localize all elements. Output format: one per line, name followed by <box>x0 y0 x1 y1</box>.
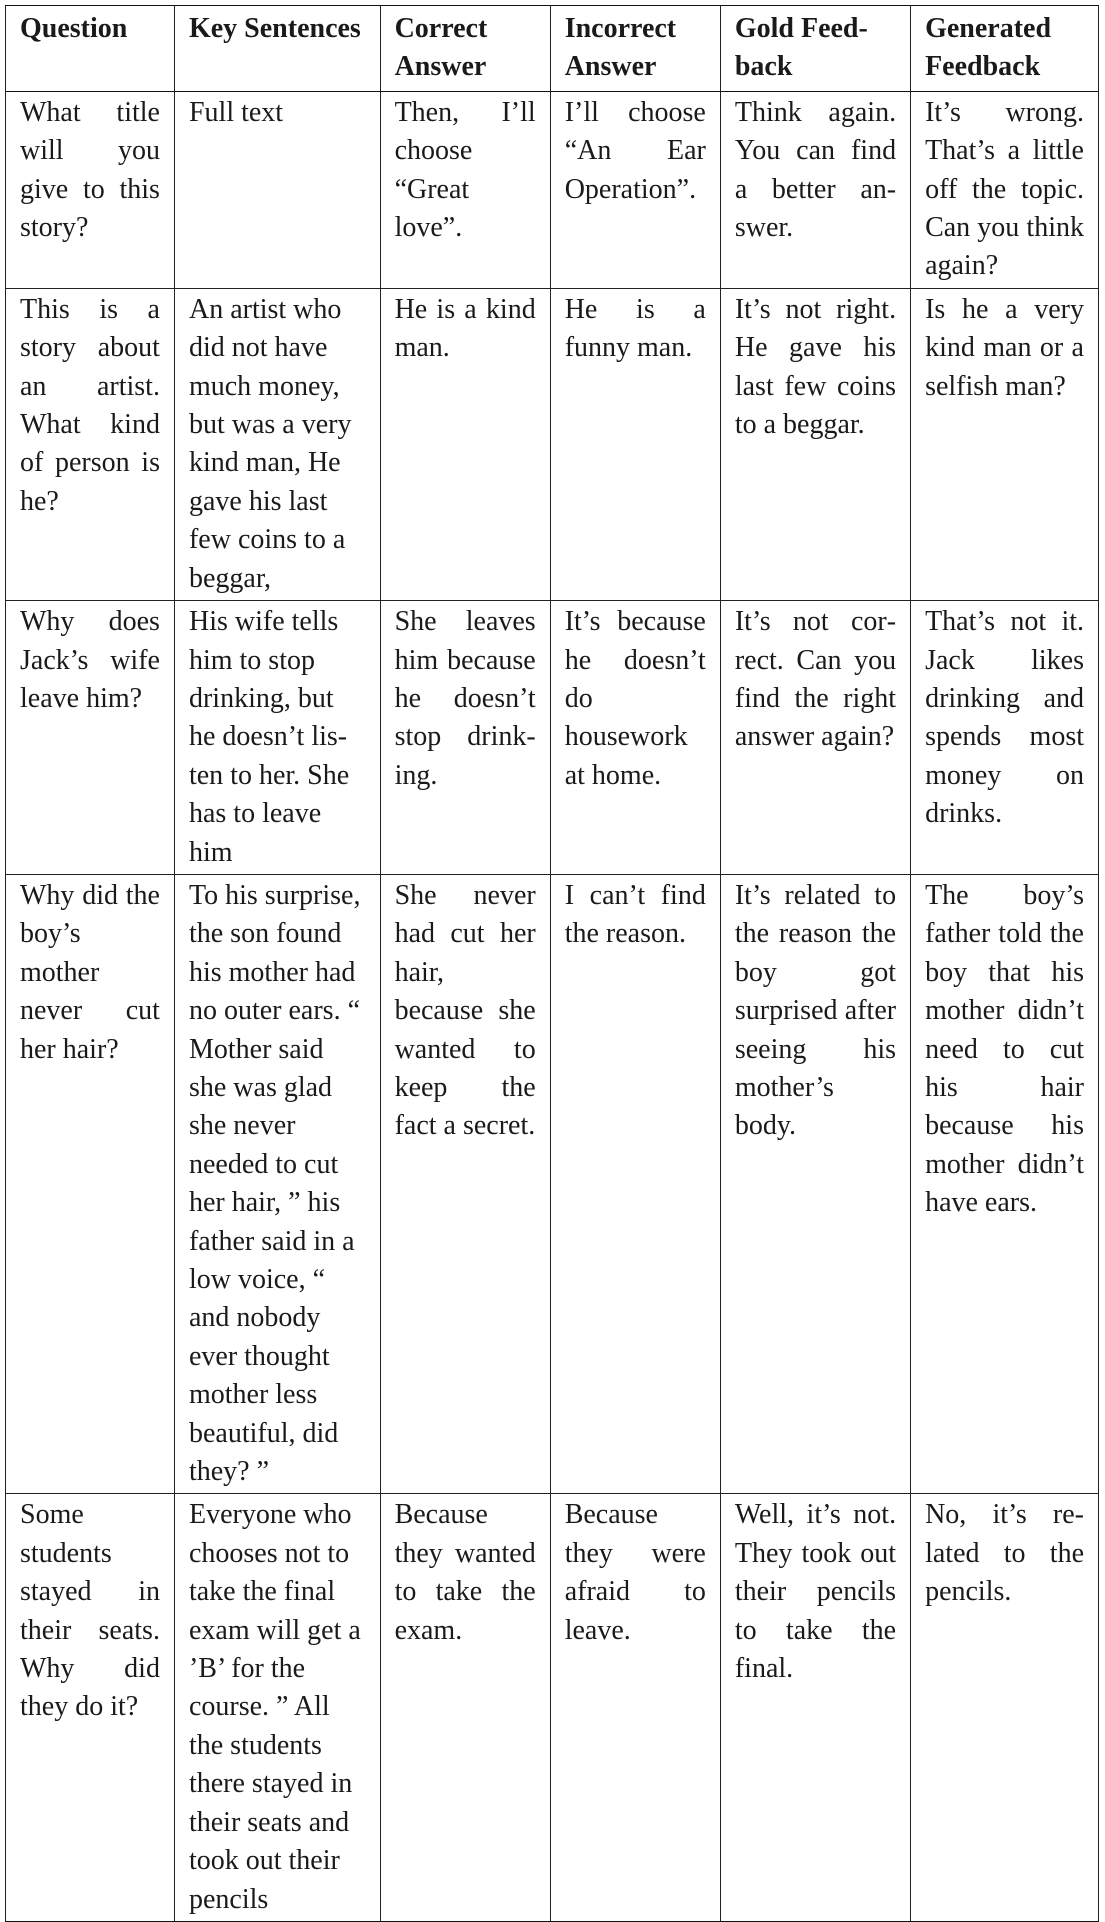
correct-answer-cell: He is a kind man. <box>380 288 550 600</box>
incorrect-answer-cell: I’ll choose “An Ear Operation”. <box>550 91 720 288</box>
question-cell: This is a story about an artist. What kind of person is he? <box>6 288 175 600</box>
question-cell: Why does Jack’s wife leave him? <box>6 601 175 875</box>
key-sentences-cell: An artist who did not have much money, but was a very kind man, He gave his last few coins to a beggar, <box>174 288 380 600</box>
gold-feedback-cell: Well, it’s not. They took out their pencils to take the final. <box>720 1494 910 1921</box>
column-header-generated-feedback: Generated Feedback <box>911 6 1099 92</box>
generated-feedback-cell: The boy’s father told the boy that his mother didn’t need to cut his hair because his mother didn’t have ears. <box>911 874 1099 1494</box>
key-sentences-cell: To his surprise, the son found his mother had no outer ears. “ Mother said she was glad she never needed to cut her hair, ” his father said in a low voice, “ and nobody ever thought mother less beautiful, did they? ” <box>174 874 380 1494</box>
question-cell: What title will you give to this story? <box>6 91 175 288</box>
correct-answer-cell: Then, I’ll choose “Great love”. <box>380 91 550 288</box>
feedback-table <box>5 5 1099 1922</box>
column-header-key-sentences: Key Sentences <box>174 6 380 92</box>
incorrect-answer-cell: Because they were afraid to leave. <box>550 1494 720 1921</box>
column-header-incorrect-answer: Incorrect Answer <box>550 6 720 92</box>
correct-answer-cell: She leaves him because he doesn’t stop drinking. <box>380 601 550 875</box>
gold-feedback-cell: Think again. You can find a better answer. <box>720 91 910 288</box>
question-cell: Why did the boy’s mother never cut her hair? <box>6 874 175 1494</box>
header-row <box>6 6 1099 92</box>
table-row <box>6 1494 1099 1921</box>
correct-answer-cell: She never had cut her hair, because she wanted to keep the fact a secret. <box>380 874 550 1494</box>
incorrect-answer-cell: He is a funny man. <box>550 288 720 600</box>
generated-feedback-cell: It’s wrong. That’s a little off the topic. Can you think again? <box>911 91 1099 288</box>
generated-feedback-cell: No, it’s related to the pencils. <box>911 1494 1099 1921</box>
column-header-question: Question <box>6 6 175 92</box>
table-row <box>6 91 1099 288</box>
incorrect-answer-cell: I can’t find the reason. <box>550 874 720 1494</box>
column-header-gold-feedback: Gold Feedback <box>720 6 910 92</box>
table-row <box>6 601 1099 875</box>
generated-feedback-cell: That’s not it. Jack likes drinking and spends most money on drinks. <box>911 601 1099 875</box>
correct-answer-cell: Because they wanted to take the exam. <box>380 1494 550 1921</box>
column-header-correct-answer: Correct Answer <box>380 6 550 92</box>
key-sentences-cell: His wife tells him to stop drinking, but he doesn’t listen to her. She has to leave him <box>174 601 380 875</box>
gold-feedback-cell: It’s not correct. Can you find the right answer again? <box>720 601 910 875</box>
key-sentences-cell: Full text <box>174 91 380 288</box>
table-row <box>6 288 1099 600</box>
key-sentences-cell: Everyone who chooses not to take the final exam will get a ’B’ for the course. ” All the students there stayed in their seats and took out their pencils <box>174 1494 380 1921</box>
gold-feedback-cell: It’s not right. He gave his last few coins to a beggar. <box>720 288 910 600</box>
question-cell: Some students stayed in their seats. Why did they do it? <box>6 1494 175 1921</box>
generated-feedback-cell: Is he a very kind man or a selfish man? <box>911 288 1099 600</box>
gold-feedback-cell: It’s related to the reason the boy got surprised after seeing his mother’s body. <box>720 874 910 1494</box>
incorrect-answer-cell: It’s because he doesn’t do housework at home. <box>550 601 720 875</box>
table-row <box>6 874 1099 1494</box>
